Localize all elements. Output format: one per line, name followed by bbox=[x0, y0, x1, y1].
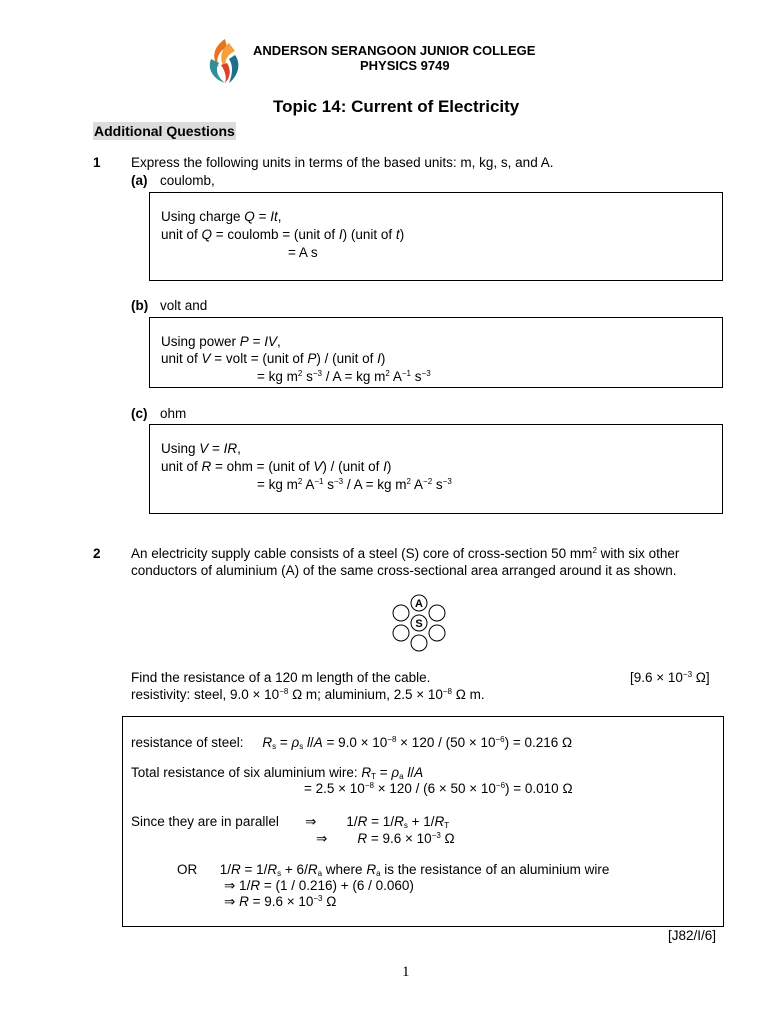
cable-cross-section-diagram bbox=[386, 593, 452, 655]
college-name: ANDERSON SERANGOON JUNIOR COLLEGE bbox=[253, 43, 536, 58]
answer-a-line-3: = A s bbox=[288, 245, 318, 260]
diagram-label-steel: S bbox=[415, 618, 423, 630]
answer-q2-aluminium-2: = $2.5 \times 10^{-8} \times 120 / (6 \times 50 \times 10^{-6}) = 0.010$ Ω bbox=[304, 781, 573, 796]
answer-q2-aluminium-1: Total resistance of six aluminium wire: $R_T = \rho_a$ l/A bbox=[131, 765, 424, 781]
answer-b-line-1: Using power P = IV, bbox=[161, 334, 281, 349]
question-2-reference: [J82/I/6] bbox=[668, 928, 717, 943]
part-c-label: (c) bbox=[131, 406, 148, 421]
question-2-stem-line-1: An electricity supply cable consists of a steel (S) core of cross-section 50 $mm^2$ with six other bbox=[131, 546, 680, 561]
answer-q2-or-3: ⇒ $R = 9.6 \times 10^{-3}$ Ω bbox=[224, 894, 337, 909]
part-b-label: (b) bbox=[131, 298, 149, 313]
college-logo bbox=[205, 37, 245, 85]
section-heading: Additional Questions bbox=[94, 123, 235, 139]
part-a-label: (a) bbox=[131, 173, 148, 188]
answer-a-line-1: Using charge Q = It, bbox=[161, 209, 282, 224]
question-2-resistivity: resistivity: steel, $9.0 \times 10^{-8}$ Ω m; aluminium, $2.5 \times 10^{-8}$ Ω m. bbox=[131, 687, 485, 702]
page-number: 1 bbox=[402, 964, 410, 980]
answer-a-line-2: unit of Q = coulomb = (unit of I) (unit of t) bbox=[161, 227, 405, 242]
answer-b-line-3: = kg $m^2$ $s^{-3}$ / A = kg $m^2$ $A^{-1}$ $s^{-3}$ bbox=[257, 369, 431, 384]
question-2-stem-line-2: conductors of aluminium (A) of the same cross-sectional area arranged around it as shown. bbox=[131, 563, 677, 578]
question-number-1: 1 bbox=[93, 155, 101, 170]
subject-code: PHYSICS 9749 bbox=[360, 58, 450, 73]
page-title: Topic 14: Current of Electricity bbox=[273, 97, 520, 116]
answer-c-line-1: Using V = IR, bbox=[161, 441, 241, 456]
question-number-2: 2 bbox=[93, 546, 101, 561]
question-1-stem: Express the following units in terms of the based units: m, kg, s, and A. bbox=[131, 155, 554, 170]
diagram-label-aluminium: A bbox=[415, 598, 423, 610]
answer-b-line-2: unit of V = volt = (unit of P) / (unit of I) bbox=[161, 351, 386, 366]
answer-q2-parallel-2: ⇒ $R = 9.6 \times 10^{-3}$ Ω bbox=[316, 831, 455, 846]
answer-q2-or-2: ⇒ 1/R = (1 / 0.216) + (6 / 0.060) bbox=[224, 878, 414, 893]
question-2-find: Find the resistance of a 120 m length of the cable. bbox=[131, 670, 431, 685]
part-c-text: ohm bbox=[160, 406, 187, 421]
part-a-text: coulomb, bbox=[160, 173, 215, 188]
question-2-answer-bracket: [$9.6 \times 10^{-3}$ Ω] bbox=[630, 670, 710, 685]
answer-c-line-3: = kg $m^2$ $A^{-1}$ $s^{-3}$ / A = kg $m^2$ $A^{-2}$ $s^{-3}$ bbox=[257, 477, 452, 492]
answer-q2-parallel-1: Since they are in parallel ⇒ $1/R = 1/R_s + 1/R_T$ bbox=[131, 814, 450, 830]
part-b-text: volt and bbox=[160, 298, 208, 313]
answer-q2-or-1: OR $1/R = 1/R_s + 6/R_a$ where $R_a$ is the resistance of an aluminium wire bbox=[177, 862, 610, 878]
answer-c-line-2: unit of R = ohm = (unit of V) / (unit of I) bbox=[161, 459, 392, 474]
answer-q2-steel: resistance of steel: $R_s = \rho_s$ $l/A = 9.0 \times 10^{-8} \times 120 / (50 \times 10^{-6}) = 0.216$ Ω bbox=[131, 735, 573, 751]
